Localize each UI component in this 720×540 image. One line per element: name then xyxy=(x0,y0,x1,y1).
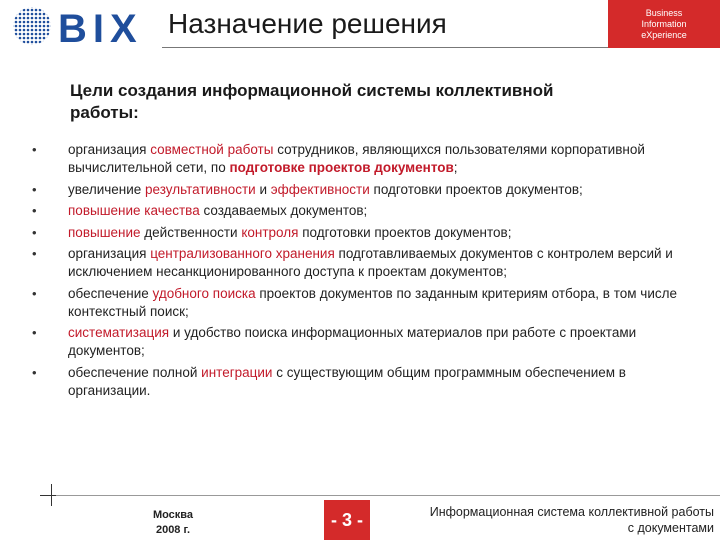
footer-title xyxy=(386,504,714,536)
goal-highlight: интеграции xyxy=(201,364,273,380)
goal-text: ; xyxy=(453,160,458,175)
heading-line-2: работы: xyxy=(70,103,139,122)
goal-text: сотрудников, являющихся пользователями корпоративной вычислительной сети, по xyxy=(68,142,645,175)
footer-title-line-2: с документами xyxy=(627,521,714,535)
bix-logo xyxy=(6,4,156,48)
bullet-icon: • xyxy=(32,285,37,301)
goal-text: организация xyxy=(68,142,151,157)
goal-highlight: совместной работы xyxy=(150,142,274,157)
goal-text: организация xyxy=(68,246,151,261)
bix-logo-graphic xyxy=(6,4,156,48)
goal-highlight: подготовке проектов документов xyxy=(229,160,454,175)
footer-year: 2008 г. xyxy=(155,524,191,536)
header-divider xyxy=(162,47,608,48)
crosshair-mark-vertical xyxy=(51,484,52,506)
goal-text: подготовки проектов документов; xyxy=(369,181,583,197)
goal-item xyxy=(28,245,688,281)
brand-line-2: Information xyxy=(641,18,687,29)
goal-text: проектов документов по заданным критериям отбора, в том числе контекстный поиск; xyxy=(68,285,678,319)
goal-item xyxy=(28,364,688,400)
goal-text: обеспечение xyxy=(68,285,153,301)
goal-item xyxy=(28,202,688,220)
footer-divider xyxy=(56,495,720,496)
goal-highlight: эффективности xyxy=(270,181,370,197)
dotted-globe-icon xyxy=(13,7,51,45)
brand-line-1: Business xyxy=(645,7,683,18)
goal-highlight: контроля xyxy=(241,224,299,240)
goal-highlight: повышение качества xyxy=(68,203,200,218)
section-heading xyxy=(70,80,670,124)
goal-text: подготовки проектов документов; xyxy=(298,224,512,240)
goal-item xyxy=(28,324,688,360)
footer-title-line-1: Информационная система коллективной работы xyxy=(429,505,714,519)
goal-text: подготавливаемых документов с контролем версий и исключением несанкционированного доступа к проектам документов; xyxy=(68,246,673,279)
goal-highlight: результативности xyxy=(145,181,256,197)
goal-item xyxy=(28,181,688,199)
bullet-icon: • xyxy=(32,325,37,340)
goals-list xyxy=(28,141,688,403)
bullet-icon: • xyxy=(32,364,37,380)
bullet-icon: • xyxy=(32,246,37,261)
brand-badge xyxy=(608,0,720,48)
goal-highlight: удобного поиска xyxy=(152,285,256,301)
goal-text: и удобство поиска информационных материалов при работе с проектами документов; xyxy=(68,325,637,358)
goal-text: действенности xyxy=(140,224,242,240)
brand-line-3: eXperience xyxy=(641,29,687,40)
goal-item xyxy=(28,285,688,321)
footer-city: Москва xyxy=(152,509,194,521)
bullet-icon: • xyxy=(32,203,37,218)
bullet-icon: • xyxy=(32,142,37,157)
goal-text: и xyxy=(255,181,271,197)
footer-location xyxy=(140,508,206,538)
heading-line-1: Цели создания информационной системы коллективной xyxy=(70,81,554,100)
goal-text: с существующим общим программным обеспечением в организации. xyxy=(68,364,626,398)
goal-highlight: повышение xyxy=(68,224,141,240)
page-number: - 3 - xyxy=(324,500,370,540)
goal-text: увеличение xyxy=(68,181,146,197)
goal-item xyxy=(28,224,688,242)
goal-text: создаваемых документов; xyxy=(199,203,368,218)
goal-item xyxy=(28,141,688,177)
bullet-icon: • xyxy=(32,181,37,197)
page-title: Назначение решения xyxy=(168,8,447,39)
goal-highlight: систематизация xyxy=(68,325,170,340)
logo-text: BIX xyxy=(58,7,143,48)
goal-text: обеспечение полной xyxy=(68,364,202,380)
goal-highlight: централизованного хранения xyxy=(150,246,335,261)
bullet-icon: • xyxy=(32,224,37,240)
